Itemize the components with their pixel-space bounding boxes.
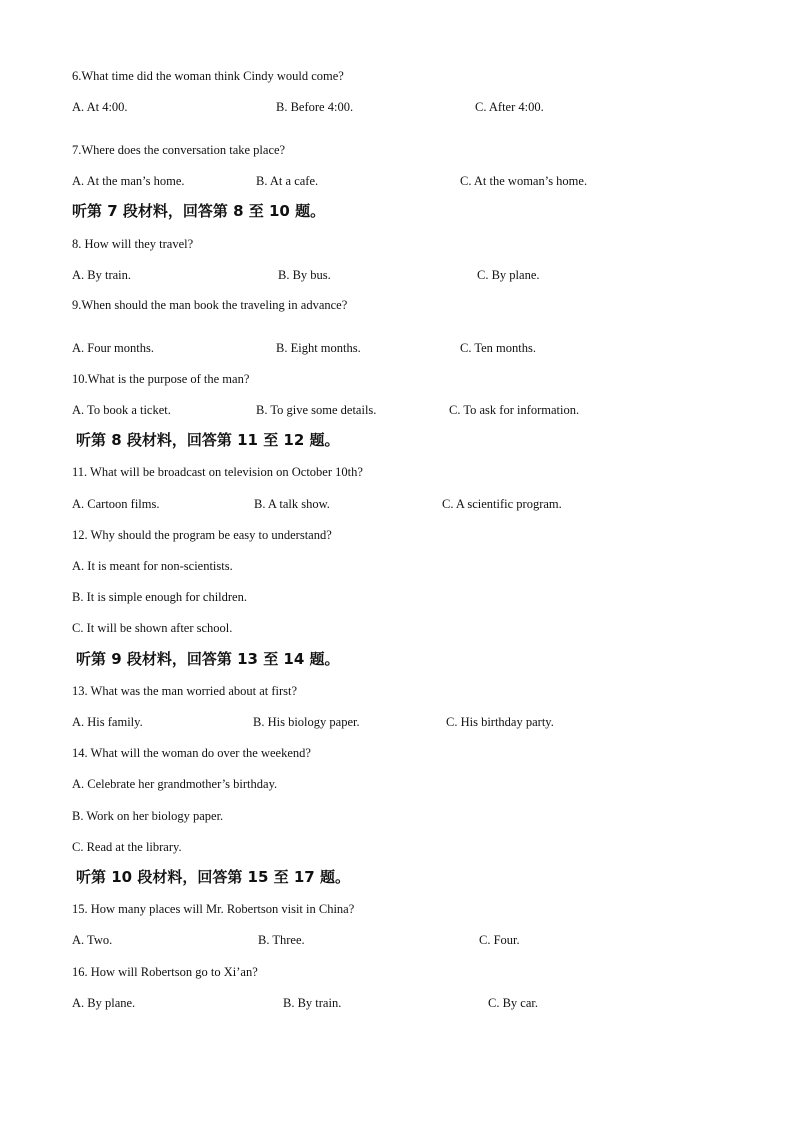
question-9-option-a: A. Four months.	[72, 341, 154, 355]
question-11-option-b: B. A talk show.	[254, 497, 330, 511]
question-14-stem: 14. What will the woman do over the weekend?	[72, 746, 311, 760]
question-6-stem: 6.What time did the woman think Cindy would come?	[72, 69, 344, 83]
section-10-heading: 听第 10 段材料，回答第 15 至 17 题。	[76, 868, 350, 886]
question-9-stem: 9.When should the man book the traveling in advance?	[72, 298, 348, 312]
question-12-option-c: C. It will be shown after school.	[72, 621, 233, 635]
question-10-stem: 10.What is the purpose of the man?	[72, 372, 250, 386]
question-6-option-c: C. After 4:00.	[475, 100, 544, 114]
question-14-option-a: A. Celebrate her grandmother’s birthday.	[72, 777, 278, 791]
question-15-option-b: B. Three.	[258, 933, 305, 947]
question-7-option-a: A. At the man’s home.	[72, 174, 185, 188]
question-8-option-c: C. By plane.	[477, 268, 540, 282]
question-12-option-a: A. It is meant for non-scientists.	[72, 559, 233, 573]
question-8-stem: 8. How will they travel?	[72, 237, 194, 251]
question-13-option-a: A. His family.	[72, 715, 143, 729]
question-7-stem: 7.Where does the conversation take place?	[72, 143, 286, 157]
question-13-stem: 13. What was the man worried about at first?	[72, 684, 298, 698]
section-9-heading: 听第 9 段材料，回答第 13 至 14 题。	[76, 650, 340, 668]
question-10-option-b: B. To give some details.	[256, 403, 377, 417]
question-14-option-c: C. Read at the library.	[72, 840, 182, 854]
question-11-stem: 11. What will be broadcast on television on October 10th?	[72, 465, 363, 479]
question-9-option-c: C. Ten months.	[460, 341, 536, 355]
section-7-heading: 听第 7 段材料，回答第 8 至 10 题。	[72, 202, 326, 220]
question-11-option-a: A. Cartoon films.	[72, 497, 160, 511]
question-15-option-c: C. Four.	[479, 933, 520, 947]
question-13-option-b: B. His biology paper.	[253, 715, 360, 729]
question-6-option-b: B. Before 4:00.	[276, 100, 354, 114]
question-12-stem: 12. Why should the program be easy to understand?	[72, 528, 332, 542]
question-6-option-a: A. At 4:00.	[72, 100, 128, 114]
question-16-option-b: B. By train.	[283, 996, 342, 1010]
question-8-option-a: A. By train.	[72, 268, 132, 282]
question-7-option-b: B. At a cafe.	[256, 174, 319, 188]
question-15-option-a: A. Two.	[72, 933, 113, 947]
question-13-option-c: C. His birthday party.	[446, 715, 554, 729]
question-9-option-b: B. Eight months.	[276, 341, 361, 355]
question-7-option-c: C. At the woman’s home.	[460, 174, 588, 188]
question-8-option-b: B. By bus.	[278, 268, 331, 282]
question-14-option-b: B. Work on her biology paper.	[72, 809, 224, 823]
question-12-option-b: B. It is simple enough for children.	[72, 590, 247, 604]
question-16-option-a: A. By plane.	[72, 996, 136, 1010]
question-16-stem: 16. How will Robertson go to Xi’an?	[72, 965, 258, 979]
section-8-heading: 听第 8 段材料，回答第 11 至 12 题。	[76, 431, 340, 449]
question-15-stem: 15. How many places will Mr. Robertson visit in China?	[72, 902, 355, 916]
question-11-option-c: C. A scientific program.	[442, 497, 562, 511]
question-16-option-c: C. By car.	[488, 996, 538, 1010]
question-10-option-a: A. To book a ticket.	[72, 403, 171, 417]
question-10-option-c: C. To ask for information.	[449, 403, 580, 417]
